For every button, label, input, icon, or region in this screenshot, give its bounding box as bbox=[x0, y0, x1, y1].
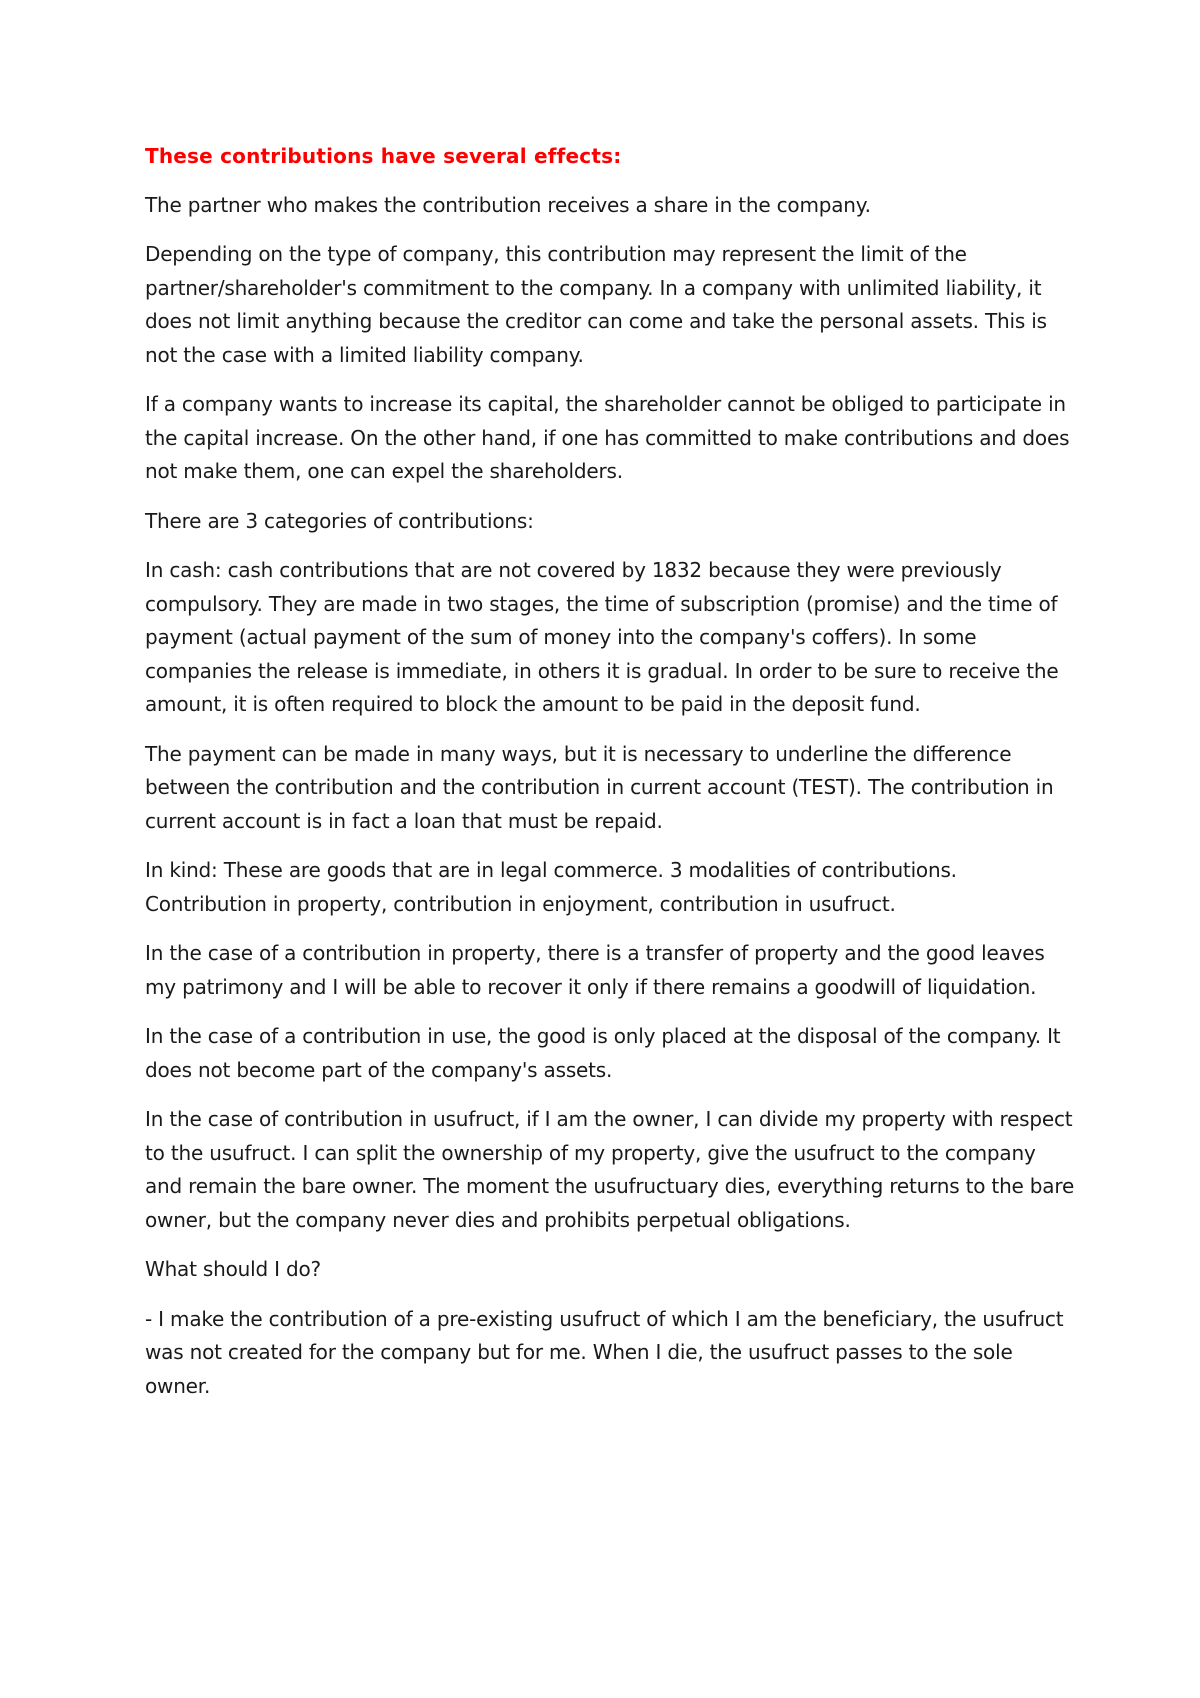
paragraph-in-kind: In kind: These are goods that are in legal commerce. 3 modalities of contributions. Contribution in property, contribution in enjoyment, contribution in usufruct. bbox=[145, 858, 957, 916]
paragraph-usufruct-contribution: In the case of contribution in usufruct, if I am the owner, I can divide my property with respect to the usufruct. I can split the ownership of my property, give the usufruct to the company and remain the bare owner. The moment the usufructuary dies, everything returns to the bare owner, but the company never dies and prohibits perpetual obligations. bbox=[145, 1107, 1075, 1232]
paragraph-in-cash: In cash: cash contributions that are not covered by 1832 because they were previously compulsory. They are made in two stages, the time of subscription (promise) and the time of payment (actual payment of the sum of money into the company's coffers). In some companies the release is immediate, in others it is gradual. In order to be sure to receive the amount, it is often required to block the amount to be paid in the deposit fund. bbox=[145, 558, 1059, 716]
paragraph-share-received: The partner who makes the contribution receives a share in the company. bbox=[145, 192, 871, 217]
section-heading: These contributions have several effects: bbox=[145, 144, 622, 168]
paragraph-categories-intro: There are 3 categories of contributions: bbox=[145, 508, 534, 533]
document-body bbox=[145, 140, 1075, 1419]
paragraph-capital-increase: If a company wants to increase its capital, the shareholder cannot be obliged to participate in the capital increase. On the other hand, if one has committed to make contributions and does not make them, one can expel the shareholders. bbox=[145, 392, 1070, 483]
paragraph-question: What should I do? bbox=[145, 1257, 321, 1281]
paragraph-property-contribution: In the case of a contribution in property, there is a transfer of property and the good leaves my patrimony and I will be able to recover it only if there remains a goodwill of liquidation. bbox=[145, 941, 1045, 999]
paragraph-payment-methods: The payment can be made in many ways, but it is necessary to underline the difference between the contribution and the contribution in current account (TEST). The contribution in current account is in fact a loan that must be repaid. bbox=[145, 741, 1054, 833]
paragraph-use-contribution: In the case of a contribution in use, the good is only placed at the disposal of the company. It does not become part of the company's assets. bbox=[145, 1024, 1061, 1082]
paragraph-preexisting-usufruct: - I make the contribution of a pre-existing usufruct of which I am the beneficiary, the usufruct was not created for the company but for me. When I die, the usufruct passes to the sole owner. bbox=[145, 1306, 1064, 1398]
paragraph-commitment-limit: Depending on the type of company, this contribution may represent the limit of the partner/shareholder's commitment to the company. In a company with unlimited liability, it does not limit anything because the creditor can come and take the personal assets. This is not the case with a limited liability company. bbox=[145, 242, 1047, 367]
